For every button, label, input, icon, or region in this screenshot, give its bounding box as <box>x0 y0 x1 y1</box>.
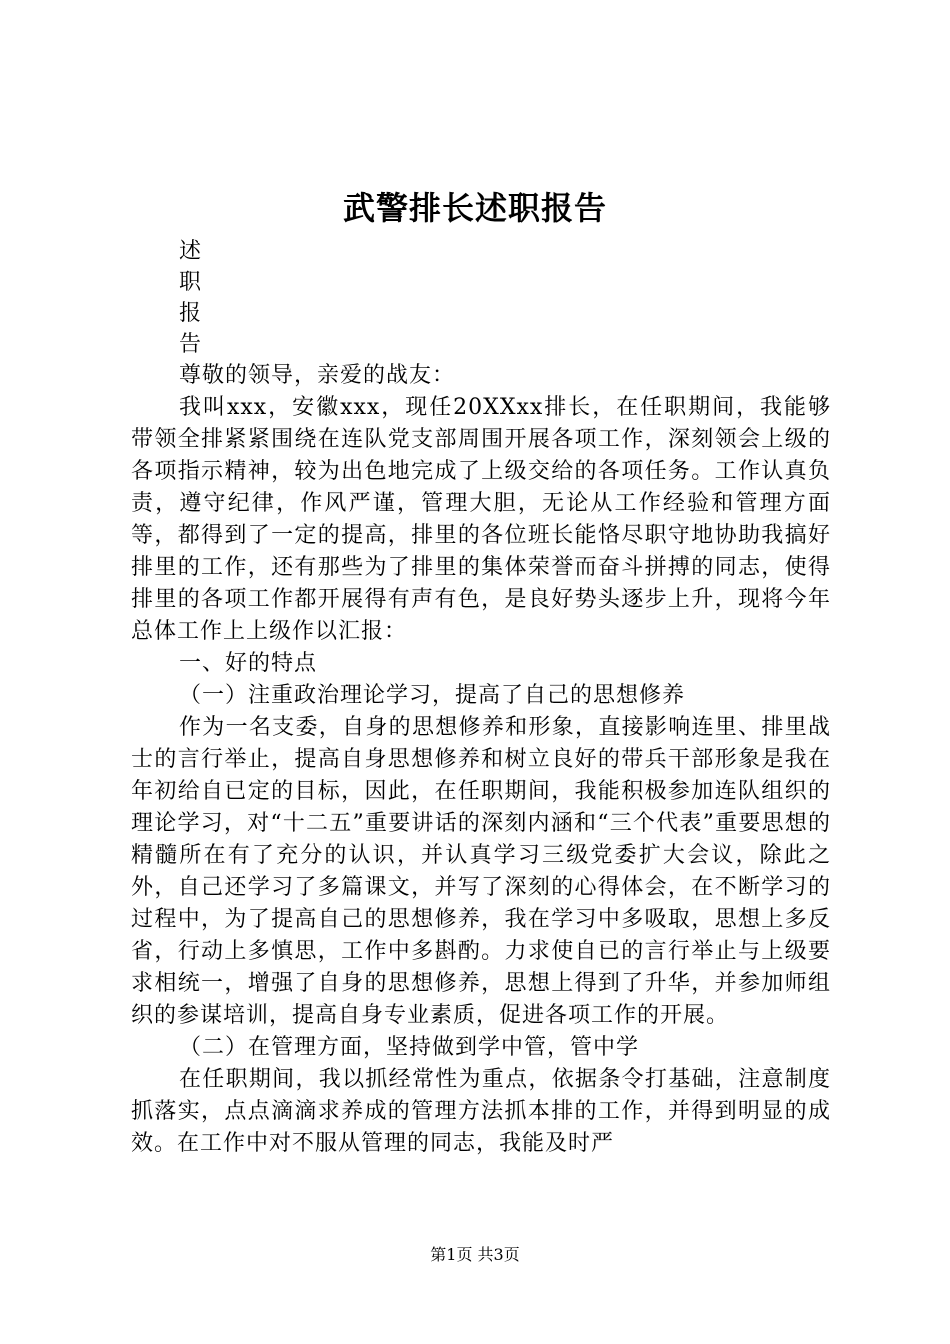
intro-paragraph: 我叫xxx，安徽xxx，现任20XXxx排长，在任职期间，我能够带领全排紧紧围绕在连队党支部周围开展各项工作，深刻领会上级的各项指示精神，较为出色地完成了上级交给的各项任务。工作认真负责，遵守纪律，作风严谨，管理大胆，无论从工作经验和管理方面等，都得到了一定的提高，排里的各位班长能恪尽职守地协助我搞好排里的工作，还有那些为了排里的集体荣誉而奋斗拼搏的同志，使得排里的各项工作都开展得有声有色，是良好势头逐步上升，现将今年总体工作上上级作以汇报： <box>131 395 831 644</box>
subsection-heading: （一）注重政治理论学习，提高了自己的思想修养 <box>179 683 686 708</box>
vertical-heading-char: 述 <box>179 239 202 264</box>
subsection-paragraph: 作为一名支委，自身的思想修养和形象，直接影响连里、排里战士的言行举止，提高自身思想修养和树立良好的带兵干部形象是我在年初给自已定的目标，因此，在任职期间，我能积极参加连队组织的理论学习，对“十二五”重要讲话的深刻内涵和“三个代表”重要思想的精髓所在有了充分的认识，并认真学习三级党委扩大会议，除此之外，自己还学习了多篇课文，并写了深刻的心得体会，在不断学习的过程中，为了提高自己的思想修养，我在学习中多吸取，思想上多反省，行动上多慎思，工作中多斟酌。力求使自已的言行举止与上级要求相统一，增强了自身的思想修养，思想上得到了升华，并参加师组织的参谋培训，提高自身专业素质，促进各项工作的开展。 <box>131 715 831 1028</box>
section-heading: 一、好的特点 <box>179 651 318 676</box>
page-number: 第1页 共3页 <box>430 1245 520 1264</box>
document-title: 武警排长述职报告 <box>342 189 607 227</box>
subsection-paragraph: 在任职期间，我以抓经常性为重点，依据条令打基础，注意制度抓落实，点点滴滴求养成的管理方法抓本排的工作，并得到明显的成效。在工作中对不服从管理的同志，我能及时严 <box>131 1067 831 1156</box>
subsection-heading: （二）在管理方面，坚持做到学中管，管中学 <box>179 1035 640 1060</box>
vertical-heading-char: 报 <box>179 301 202 326</box>
document-body <box>131 236 831 1160</box>
vertical-heading-char: 告 <box>179 332 202 357</box>
vertical-heading-char: 职 <box>179 270 202 295</box>
salutation: 尊敬的领导，亲爱的战友： <box>179 363 456 388</box>
